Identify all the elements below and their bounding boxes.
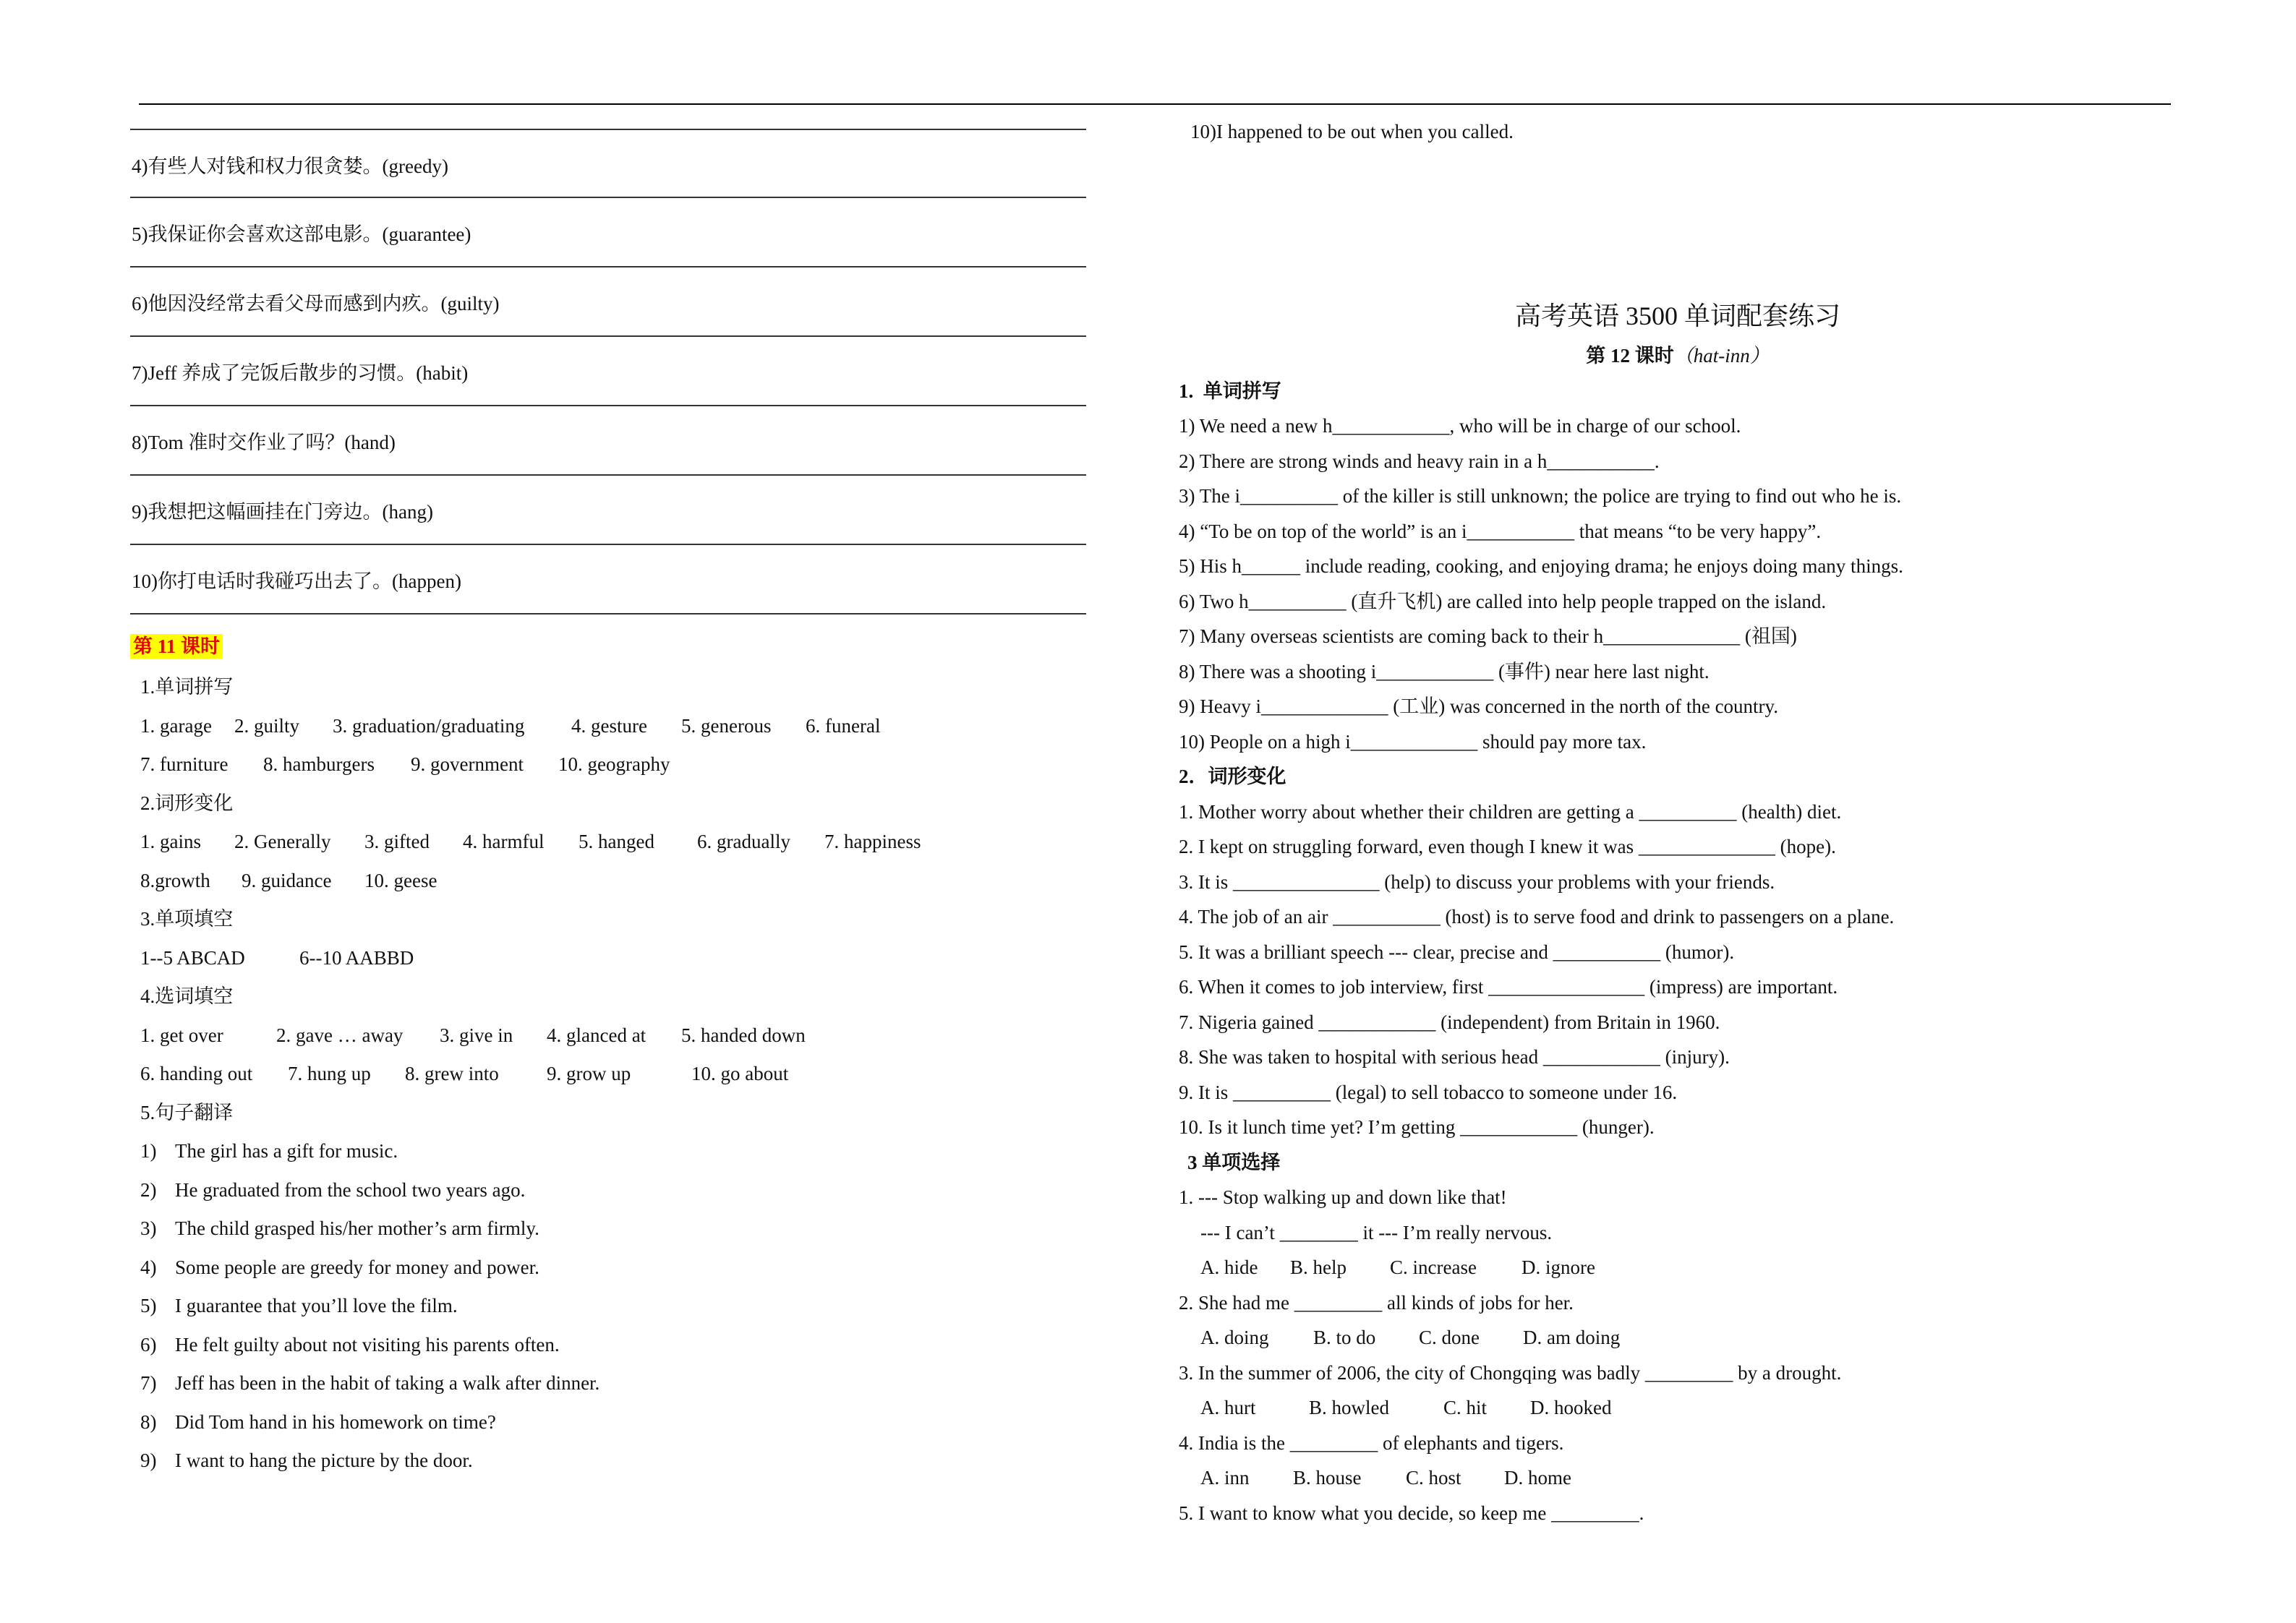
- answer-row: 1. garage 2. guilty 3. graduation/graduating 4. gesture 5. generous 6. funeral: [140, 714, 881, 737]
- question-4-options: A. inn B. house C. host D. home: [1200, 1467, 1571, 1489]
- top-rule: [139, 103, 2171, 105]
- section-title: 4.选词填空: [140, 985, 234, 1007]
- translation-prompt: 10)你打电话时我碰巧出去了。(happen): [130, 545, 1086, 614]
- question-1: 1. --- Stop walking up and down like that!: [1179, 1186, 1507, 1208]
- exercise-item: 4. The job of an air ___________ (host) is to serve food and drink to passengers on a plane.: [1179, 906, 1895, 928]
- answer-row: 6. handing out 7. hung up 8. grew into 9. grow up 10. go about: [140, 1063, 789, 1084]
- translation-prompt: 8)Tom 准时交作业了吗？(hand): [130, 406, 1086, 476]
- sentence-answer: 9) I want to hang the picture by the door.: [140, 1449, 473, 1471]
- question-2-options: A. doing B. to do C. done D. am doing: [1200, 1327, 1621, 1348]
- sentence-answer: 8) Did Tom hand in his homework on time?: [140, 1410, 496, 1433]
- exercise-item: 9. It is __________ (legal) to sell tobacco to someone under 16.: [1179, 1081, 1678, 1103]
- exercise-item: 7. Nigeria gained ____________ (independent) from Britain in 1960.: [1179, 1011, 1720, 1033]
- answer-row: 1--5 ABCAD 6--10 AABBD: [140, 946, 414, 969]
- translation-prompt: 9)我想把这幅画挂在门旁边。(hang): [130, 476, 1086, 545]
- exercise-item: 10. Is it lunch time yet? I’m getting ____________ (hunger).: [1179, 1116, 1655, 1138]
- section-title: 2.词形变化: [140, 792, 234, 814]
- exercise-item: 10) People on a high i_____________ should pay more tax.: [1179, 730, 1647, 753]
- question-4: 4. India is the _________ of elephants and tigers.: [1179, 1431, 1564, 1454]
- question-3: 3. In the summer of 2006, the city of Chongqing was badly _________ by a drought.: [1179, 1361, 1842, 1384]
- lesson-12-subtitle: 第 12 课时（hat-inn）: [1586, 344, 1770, 367]
- sentence-answer: 4) Some people are greedy for money and power.: [140, 1256, 539, 1278]
- sentence-answer: 2) He graduated from the school two years ago.: [140, 1178, 526, 1201]
- answer-row: 1. get over 2. gave … away 3. give in 4. glanced at 5. handed down: [140, 1024, 806, 1046]
- exercise-item: 5. It was a brilliant speech --- clear, precise and ___________ (humor).: [1179, 941, 1735, 963]
- exercise-item: 5) His h______ include reading, cooking, and enjoying drama; he enjoys doing many things.: [1179, 555, 1903, 577]
- section-title: 3.单项填空: [140, 908, 234, 930]
- question-3-options: A. hurt B. howled C. hit D. hooked: [1200, 1397, 1612, 1418]
- section-title: 3 单项选择: [1187, 1151, 1281, 1173]
- exercise-item: 7) Many overseas scientists are coming back to their h______________ (祖国): [1179, 625, 1797, 647]
- section-title: 2．词形变化: [1179, 766, 1286, 787]
- translation-prompt: 7)Jeff 养成了完饭后散步的习惯。(habit): [130, 337, 1086, 406]
- answer-row: 7. furniture 8. hamburgers 9. government 10. geography: [140, 753, 670, 775]
- translation-prompt: 4)有些人对钱和权力很贪婪。(greedy): [130, 129, 1086, 198]
- section-title: 5.句子翻译: [140, 1101, 234, 1123]
- sentence-answer: 1) The girl has a gift for music.: [140, 1140, 398, 1162]
- translation-prompt: 6)他因没经常去看父母而感到内疚。(guilty): [130, 267, 1086, 337]
- worksheet-title: 高考英语 3500 单词配套练习: [1514, 301, 1840, 330]
- sentence-answer-10: 10)I happened to be out when you called.: [1190, 121, 1514, 142]
- exercise-item: 1) We need a new h____________, who will be in charge of our school.: [1179, 415, 1741, 437]
- exercise-item: 2. I kept on struggling forward, even though I knew it was ______________ (hope).: [1179, 836, 1836, 857]
- answer-row: 1. gains 2. Generally 3. gifted 4. harmful 5. hanged 6. gradually 7. happiness: [140, 831, 921, 852]
- section-title: 1. 单词拼写: [1179, 380, 1281, 402]
- answer-row: 8.growth 9. guidance 10. geese: [140, 869, 438, 891]
- exercise-item: 3. It is _______________ (help) to discuss your problems with your friends.: [1179, 870, 1775, 893]
- translation-prompt: 5)我保证你会喜欢这部电影。(guarantee): [130, 198, 1086, 267]
- sentence-answer: 3) The child grasped his/her mother’s arm firmly.: [140, 1217, 539, 1239]
- exercise-item: 8) There was a shooting i____________ (事件) near here last night.: [1179, 660, 1710, 682]
- exercise-item: 6) Two h__________ (直升飞机) are called into help people trapped on the island.: [1179, 590, 1827, 612]
- left-column: [130, 129, 1086, 1481]
- exercise-item: 4) “To be on top of the world” is an i___________ that means “to be very happy”.: [1179, 520, 1822, 542]
- right-column: [1179, 114, 2177, 1530]
- translation-prompts: [130, 129, 1086, 614]
- section-title: 1.单词拼写: [140, 676, 234, 698]
- exercise-item: 8. She was taken to hospital with serious head ____________ (injury).: [1179, 1046, 1730, 1068]
- sentence-answer: 6) He felt guilty about not visiting his parents often.: [140, 1333, 560, 1356]
- exercise-item: 3) The i__________ of the killer is still unknown; the police are trying to find out who he is.: [1179, 485, 1902, 507]
- question-1-reply: --- I can’t ________ it --- I’m really nervous.: [1200, 1221, 1553, 1243]
- exercise-item: 1. Mother worry about whether their children are getting a __________ (health) diet.: [1179, 800, 1842, 823]
- exercise-item: 6. When it comes to job interview, first ________________ (impress) are important.: [1179, 976, 1838, 998]
- question-1-options: A. hide B. help C. increase D. ignore: [1200, 1256, 1595, 1278]
- question-2: 2. She had me _________ all kinds of jobs for her.: [1179, 1291, 1574, 1314]
- sentence-answer: 5) I guarantee that you’ll love the film.: [140, 1295, 458, 1316]
- lesson-11-title: 第 11 课时: [130, 625, 1086, 668]
- sentence-answer: 7) Jeff has been in the habit of taking a walk after dinner.: [140, 1372, 600, 1394]
- exercise-item: 9) Heavy i_____________ (工业) was concerned in the north of the country.: [1179, 695, 1779, 717]
- exercise-item: 2) There are strong winds and heavy rain in a h___________.: [1179, 450, 1660, 472]
- question-5: 5. I want to know what you decide, so keep me _________.: [1179, 1502, 1644, 1524]
